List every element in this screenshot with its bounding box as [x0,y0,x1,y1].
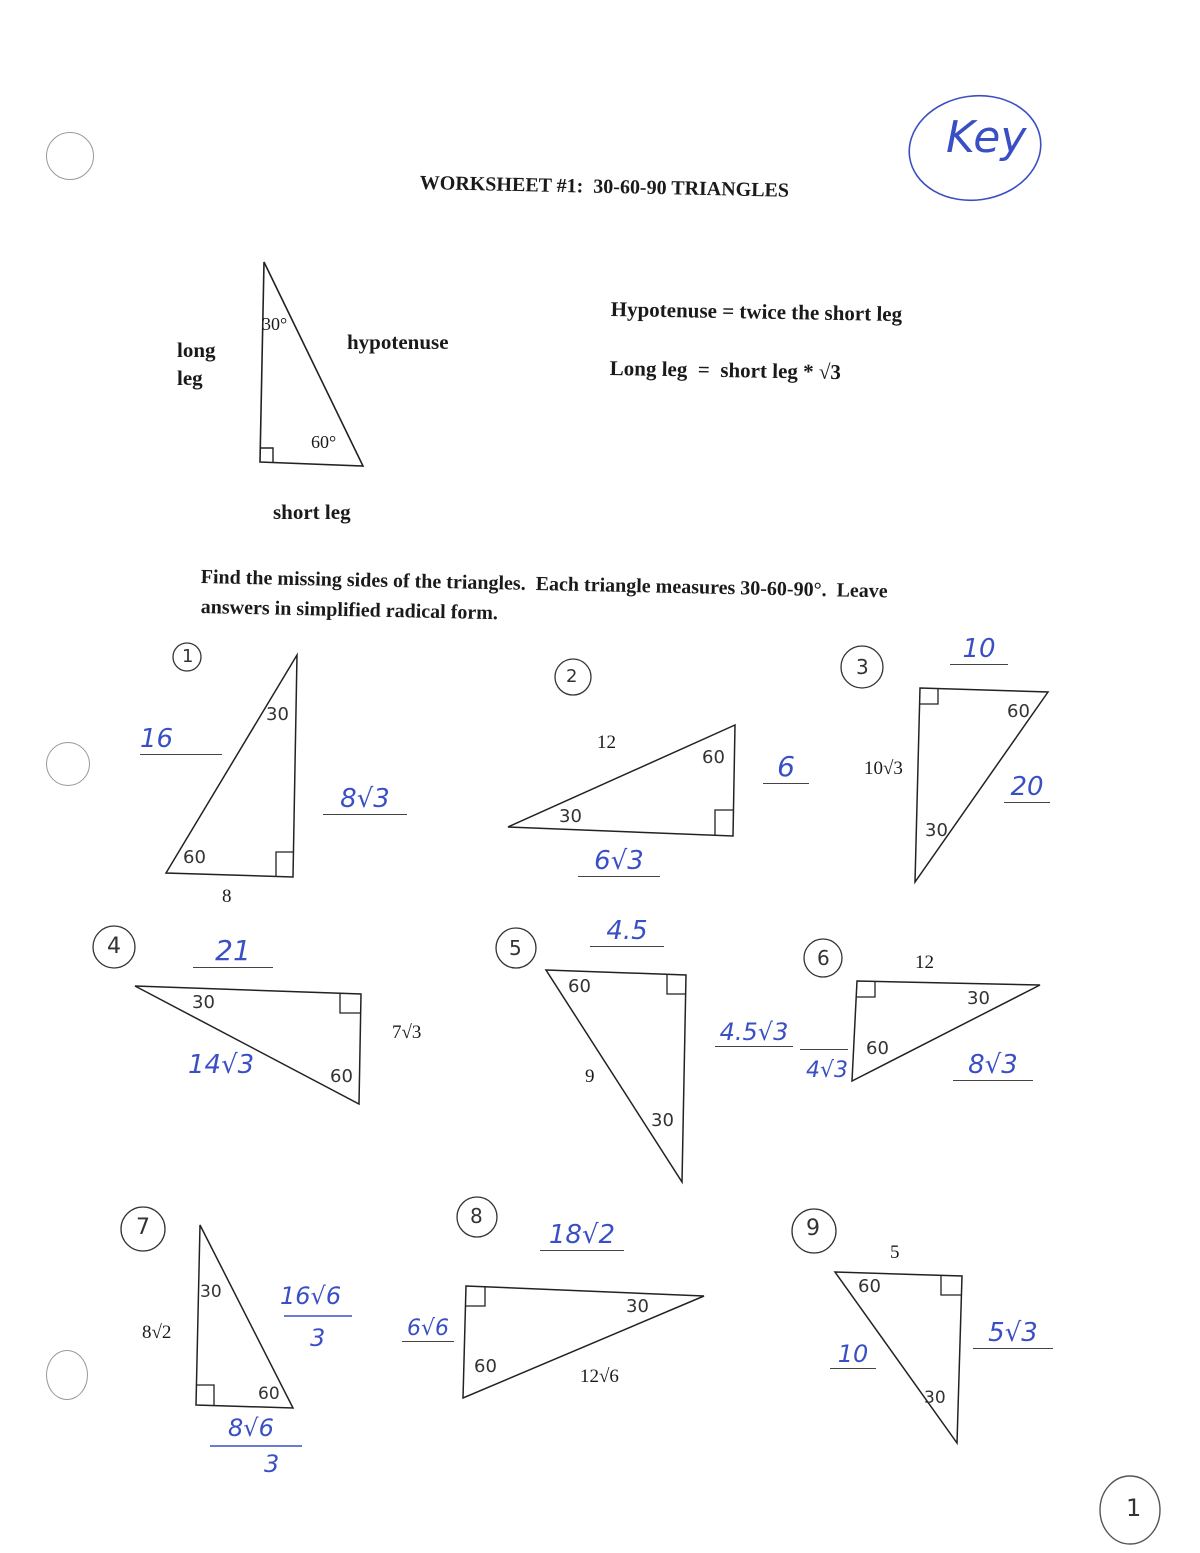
problem-number-2: 2 [566,666,578,687]
p1-answer-hypotenuse: 16 [140,724,222,755]
p1-given: 8 [222,886,232,907]
p1-angle-30: 30 [266,704,289,725]
p8-answer-short-leg: 6√6 [402,1316,454,1342]
triangle-4 [135,986,361,1104]
p4-answer-long-leg: 14√3 [188,1050,255,1080]
p2-answer-short-leg: 6 [763,750,809,784]
p7-answer-short-leg-numerator: 8√6 [228,1414,274,1442]
p5-answer-long-leg: 4.5√3 [715,1018,793,1047]
rule-hypotenuse: Hypotenuse = twice the short leg [610,297,903,327]
p3-angle-30: 30 [925,820,948,841]
p2-angle-60: 60 [702,747,725,768]
problem-number-3: 3 [856,655,869,679]
p6-angle-30: 30 [967,988,990,1009]
p4-given: 7√3 [392,1022,422,1043]
label-long-leg-line2: leg [177,366,203,390]
label-short-leg: short leg [273,500,351,524]
p2-angle-30: 30 [559,806,582,827]
triangle-5 [546,970,686,1182]
p7-answer-hypotenuse-numerator: 16√6 [280,1282,342,1310]
p5-angle-30: 30 [651,1110,674,1131]
p5-answer-short-leg: 4.5 [590,916,664,947]
triangle-9-right-angle [941,1275,961,1295]
p7-angle-30: 30 [200,1282,222,1302]
reference-angle-30: 30° [262,314,288,334]
p7-answer-short-leg-denominator: 3 [264,1450,280,1478]
p9-answer-long-leg: 5√3 [973,1318,1053,1349]
key-mark: Key [946,112,1027,163]
p6-short-leg-blank [800,1049,848,1050]
binder-hole-middle [46,742,90,786]
binder-hole-bottom [46,1350,88,1400]
triangle-7 [196,1225,293,1408]
reference-right-angle [260,448,273,462]
p7-angle-60: 60 [258,1384,280,1404]
problem-number-7: 7 [136,1215,150,1240]
p5-angle-60: 60 [568,976,591,997]
p7-answer-hypotenuse-denominator: 3 [310,1324,326,1352]
triangle-8-right-angle [466,1287,485,1306]
p6-angle-60: 60 [866,1038,889,1059]
triangle-1 [166,655,297,877]
p8-angle-30: 30 [626,1296,649,1317]
triangle-2 [508,725,735,836]
triangle-1-right-angle [276,852,293,876]
p8-angle-60: 60 [474,1356,497,1377]
page-number: 1 [1126,1494,1142,1522]
p4-angle-30: 30 [192,992,215,1013]
triangle-2-right-angle [715,810,734,835]
rule-long-leg: Long leg = short leg * √3 [609,356,842,385]
p7-given: 8√2 [142,1322,172,1343]
p3-given: 10√3 [864,758,903,779]
label-hypotenuse: hypotenuse [347,330,449,354]
triangle-7-right-angle [196,1385,214,1405]
triangle-6-right-angle [857,982,875,997]
p3-answer-hypotenuse: 20 [1004,772,1050,803]
triangle-5-right-angle [667,974,686,994]
problem-number-6: 6 [817,946,830,970]
problem-number-8: 8 [470,1204,483,1228]
p1-answer-long-leg: 8√3 [323,784,407,815]
triangle-3-right-angle [920,689,938,704]
instructions-line-2: answers in simplified radical form. [200,596,499,625]
p9-angle-30: 30 [924,1388,946,1408]
p3-angle-60: 60 [1007,701,1030,722]
p9-given: 5 [890,1242,900,1263]
p5-given: 9 [585,1066,595,1087]
p8-answer-hypotenuse: 18√2 [540,1220,624,1251]
p4-answer-hypotenuse: 21 [193,934,273,968]
p3-answer-short-leg: 10 [950,634,1008,665]
p2-given: 12 [597,732,616,753]
reference-angle-60: 60° [311,432,337,452]
worksheet-title: WORKSHEET #1: 30-60-90 TRIANGLES [419,172,790,202]
binder-hole-top [46,132,94,180]
p6-answer-long-leg: 8√3 [953,1050,1033,1081]
triangle-4-right-angle [340,993,361,1013]
label-long-leg-line1: long [177,338,216,362]
p9-answer-hypotenuse: 10 [830,1340,876,1369]
p2-answer-long-leg: 6√3 [578,846,660,877]
p8-given: 12√6 [580,1366,619,1387]
problem-number-5: 5 [509,936,522,960]
problem-number-4: 4 [107,934,121,959]
p6-given: 12 [915,952,934,973]
problem-number-9: 9 [806,1216,820,1241]
p9-angle-60: 60 [858,1276,881,1297]
p6-answer-short-leg: 4√3 [806,1058,849,1083]
p1-angle-60: 60 [183,847,206,868]
problem-number-1: 1 [182,646,194,667]
p4-angle-60: 60 [330,1066,353,1087]
instructions-line-1: Find the missing sides of the triangles. Each triangle measures 30-60-90°. Leave [200,566,888,603]
